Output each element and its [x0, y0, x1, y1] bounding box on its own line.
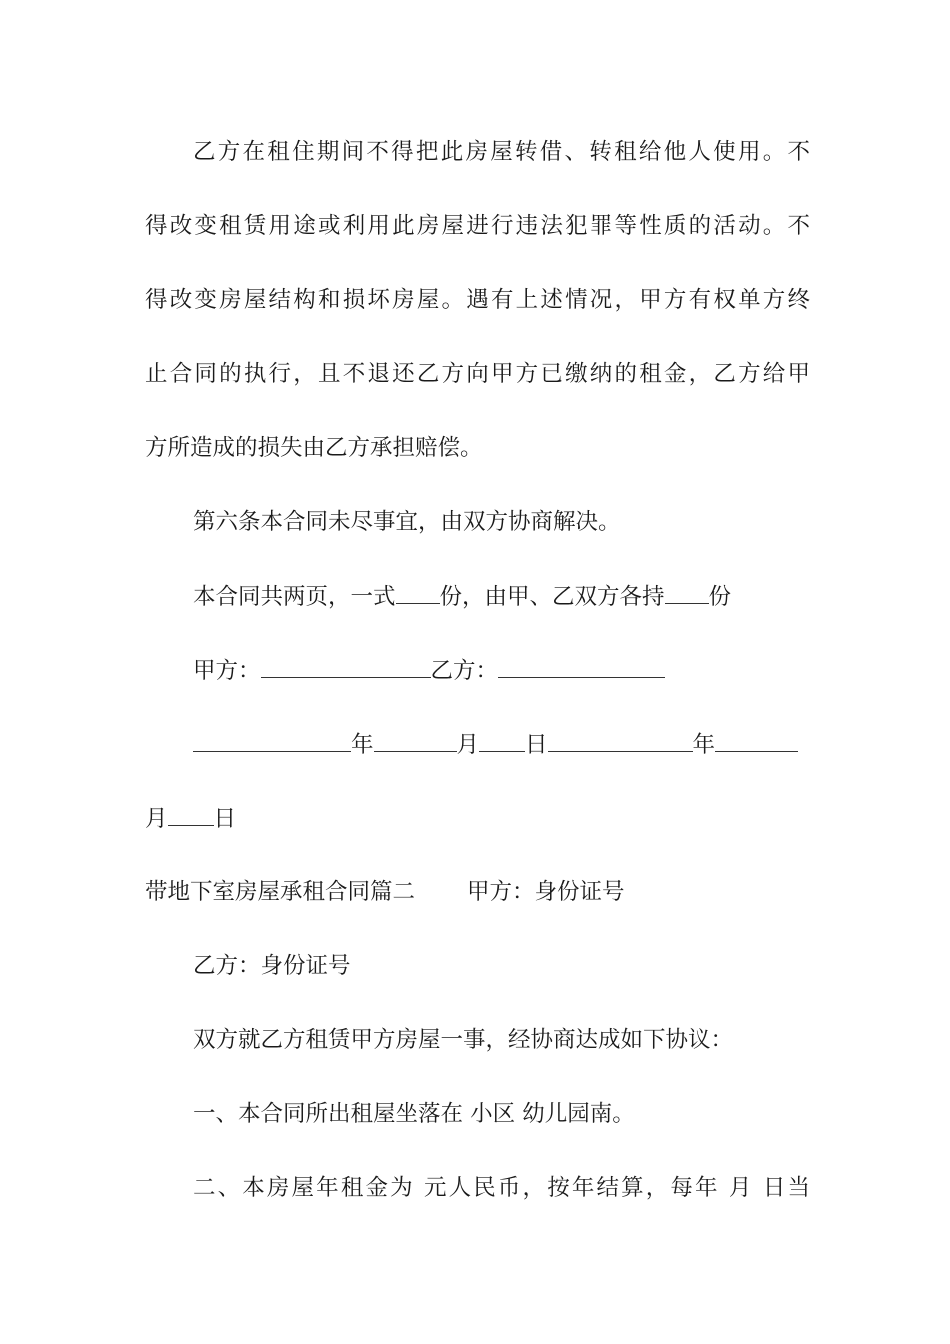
day-label: 日: [213, 806, 237, 832]
date-line: [193, 729, 810, 760]
month-label: 月: [456, 732, 480, 758]
month-b-blank: [715, 729, 798, 752]
year-a-blank: [193, 729, 351, 752]
copies-text-2: 份，由甲、乙双方各持: [439, 584, 665, 610]
section-two-party-a: 甲方：身份证号: [467, 879, 625, 905]
paragraph-line: 得改变房屋结构和损坏房屋。遇有上述情况，甲方有权单方终: [145, 287, 810, 313]
section-two-title: 带地下室房屋承租合同篇二: [145, 879, 416, 905]
day-a-blank: [479, 729, 525, 752]
month-a-blank: [374, 729, 457, 752]
copies-total-blank: [396, 581, 440, 604]
paragraph-line: 得改变租赁用途或利用此房屋进行违法犯罪等性质的活动。不: [145, 213, 810, 239]
day-b-blank: [168, 803, 214, 826]
copies-each-blank: [665, 581, 709, 604]
date-line-continued: [145, 803, 810, 834]
paragraph-line: 方所造成的损失由乙方承担赔偿。: [145, 435, 483, 461]
month-label: 月: [145, 806, 168, 832]
year-b-blank: [548, 729, 693, 752]
paragraph-line: 乙方在租住期间不得把此房屋转借、转租给他人使用。不: [193, 139, 810, 165]
year-label: 年: [692, 732, 716, 758]
paragraph-line: 止合同的执行，且不退还乙方向甲方已缴纳的租金，乙方给甲: [145, 361, 810, 387]
day-label: 日: [525, 732, 548, 758]
party-a-signature-blank: [261, 655, 431, 678]
signature-line: [193, 655, 810, 686]
copies-line: [193, 581, 810, 612]
party-b-signature-blank: [498, 655, 665, 678]
party-a-label: 甲方：: [193, 658, 261, 684]
section-two-intro: 双方就乙方租赁甲方房屋一事，经协商达成如下协议：: [193, 1027, 734, 1053]
section-two-item-1: 一、本合同所出租屋坐落在 小区 幼儿园南。: [193, 1101, 635, 1127]
party-b-label: 乙方：: [430, 658, 499, 684]
year-label: 年: [351, 732, 374, 758]
article-six: 第六条本合同未尽事宜，由双方协商解决。: [193, 509, 621, 535]
section-two-item-2: 二、本房屋年租金为 元人民币，按年结算，每年 月 日当: [193, 1175, 810, 1201]
copies-text-1: 本合同共两页，一式: [193, 584, 396, 610]
section-two-header: [145, 877, 810, 907]
copies-text-3: 份: [708, 584, 732, 610]
section-two-party-b: 乙方：身份证号: [193, 953, 351, 979]
